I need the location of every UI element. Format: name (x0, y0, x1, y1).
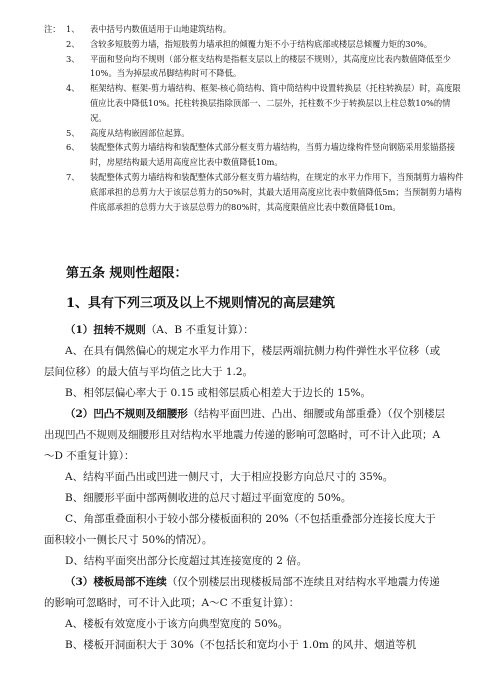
note-number: 5、 (66, 127, 80, 138)
note-item-2 (44, 37, 464, 52)
paragraph: B、相邻层偏心率大于 0.15 或相邻层质心相差大于边长的 15%。 (65, 387, 371, 399)
note-text: 平面和竖向均不规则（部分框支结构是指框支层以上的楼层不规则），其高度应比表内数值降低至少10%。当为掉层或吊脚结构时可不降低。 (90, 53, 451, 79)
note-text: 框架结构、框架-剪力墙结构、框架-核心筒结构、筒中筒结构中设置转换层（托柱转换层）时，高度限值应比表中降低10%。托柱转换层指除顶部一、二层外，托柱数不少于转换层以上柱总数10%的情况。 (90, 83, 461, 123)
subsection-number: （2） (65, 408, 94, 420)
note-item-6 (44, 140, 464, 170)
subsection-title: 楼板局部不连续 (93, 576, 167, 588)
note-text: 含较多短肢剪力墙，指短肢剪力墙承担的倾覆力矩不小于结构底部或楼层总倾覆力矩的30%。 (90, 38, 433, 49)
subsection-number: （3） (65, 576, 94, 588)
subsection-note: （结构平面凹进、凸出、细腰或角部重叠）（仅个别楼层出现凹凸不规则及细腰形且对结构水平地震力传递的影响可忽略时，可不计入此项；A～D 不重复计算）： (44, 408, 446, 462)
subsection-title: 凹凸不规则及细腰形 (93, 408, 188, 420)
subsection-2-heading (44, 404, 446, 467)
document-body (44, 320, 446, 656)
note-text: 高度从结构嵌固部位起算。 (90, 127, 190, 138)
note-number: 7、 (66, 171, 80, 182)
note-number: 6、 (66, 142, 80, 153)
notes-lead: 注： (44, 24, 61, 34)
note-number: 4、 (66, 83, 80, 94)
subsection-number: （1） (65, 324, 94, 336)
subsection-note: （A、B 不重复计算）： (145, 324, 254, 336)
paragraph: B、细腰形平面中部两侧收进的总尺寸超过平面宽度的 50%。 (65, 492, 352, 504)
paragraph: C、角部重叠面积小于较小部分楼板面积的 20%（不包括重叠部分连接长度大于面积较小一侧长尺寸 50%的情况）。 (44, 513, 436, 546)
note-number: 2、 (66, 38, 80, 49)
note-number: 3、 (66, 53, 80, 64)
note-item-5 (44, 126, 464, 141)
section-heading: 1、具有下列三项及以上不规则情况的高层建筑 (66, 296, 336, 311)
note-item-4 (44, 81, 464, 125)
table-notes (44, 22, 464, 214)
paragraph: D、结构平面突出部分长度超过其连接宽度的 2 倍。 (65, 555, 308, 567)
note-item-1 (44, 22, 464, 37)
subsection-title: 扭转不规则 (93, 324, 146, 336)
note-item-7 (44, 170, 464, 214)
note-item-3 (44, 52, 464, 82)
note-text: 表中括号内数值适用于山地建筑结构。 (90, 24, 232, 34)
note-text: 装配整体式剪力墙结构和装配整体式部分框支剪力墙结构，当剪力墙边缘构件竖向钢筋采用浆锚搭接时，房屋结构最大适用高度应比表中数值降低10m。 (90, 142, 456, 168)
paragraph: B、楼板开洞面积大于 30%（不包括长和宽均小于 1.0m 的风井、烟道等机 (65, 639, 417, 651)
article-heading: 第五条 规则性超限： (66, 266, 188, 281)
note-number: 1、 (66, 24, 80, 34)
paragraph: A、楼板有效宽度小于该方向典型宽度的 50%。 (65, 618, 289, 630)
subsection-1-heading (44, 320, 446, 341)
subsection-note: （仅个别楼层出现楼板局部不连续且对结构水平地震力传递的影响可忽略时，可不计入此项；A～C 不重复计算）： (44, 576, 440, 609)
note-text: 装配整体式剪力墙结构和装配整体式部分框支剪力墙结构，在规定的水平力作用下，当预制剪力墙构件底部承担的总剪力大于该层总剪力的50%时，其最大适用高度应比表中数值降低5m；当预制剪力墙构件底部承担的总剪力大于该层总剪力的80%时，其高度限值应比表中数值降低10m。 (90, 171, 464, 212)
paragraph: A、在具有偶然偏心的规定水平力作用下，楼层两端抗侧力构件弹性水平位移（或层间位移）的最大值与平均值之比大于 1.2。 (44, 345, 441, 378)
paragraph: A、结构平面凸出或凹进一侧尺寸，大于相应投影方向总尺寸的 35%。 (65, 471, 394, 483)
subsection-3-heading (44, 572, 446, 614)
